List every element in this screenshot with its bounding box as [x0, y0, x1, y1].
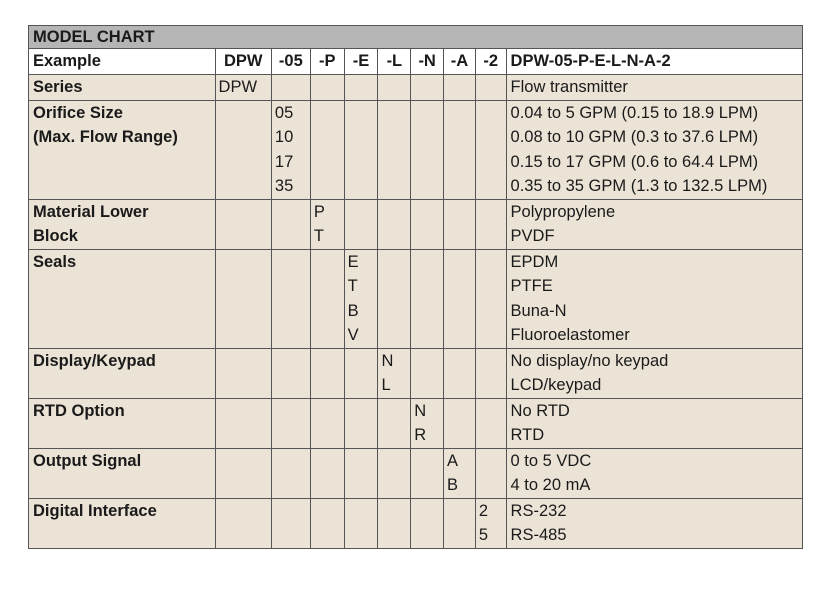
code-cell	[215, 398, 271, 448]
option-description	[506, 498, 802, 548]
code-cell	[344, 448, 378, 498]
code-cell	[475, 199, 506, 249]
option-label-line: Output Signal	[33, 451, 142, 470]
example-code: -05	[271, 49, 310, 75]
option-description-line: Fluoroelastomer	[510, 326, 630, 344]
code-cell	[215, 498, 271, 548]
option-row	[29, 249, 803, 348]
option-code: 35	[274, 177, 294, 195]
code-cell	[378, 249, 411, 348]
option-label-line: Series	[33, 78, 83, 96]
code-cell	[344, 348, 378, 398]
option-description-line: Flow transmitter	[510, 78, 628, 96]
code-cell	[215, 199, 271, 249]
code-cell	[475, 448, 506, 498]
option-description	[506, 75, 802, 101]
code-cell	[475, 100, 506, 199]
code-cell	[444, 249, 476, 348]
option-code: T	[347, 277, 358, 295]
option-label	[29, 448, 216, 498]
option-label	[29, 398, 216, 448]
code-cell	[310, 448, 344, 498]
option-code: 17	[274, 152, 294, 171]
option-description	[506, 199, 802, 249]
example-code: -N	[411, 49, 444, 75]
code-cell	[271, 100, 310, 199]
option-code: 10	[274, 128, 294, 146]
option-label	[29, 199, 216, 249]
example-code: -A	[444, 49, 476, 75]
code-cell	[444, 100, 476, 199]
code-cell	[271, 249, 310, 348]
code-cell	[271, 398, 310, 448]
code-cell	[310, 75, 344, 101]
code-cell	[378, 448, 411, 498]
option-description-line: 0.35 to 35 GPM (1.3 to 132.5 LPM)	[510, 177, 768, 195]
option-row	[29, 100, 803, 199]
option-label	[29, 75, 216, 101]
code-cell	[344, 398, 378, 448]
option-label-line: RTD Option	[33, 401, 125, 420]
code-cell	[271, 348, 310, 398]
code-cell	[271, 75, 310, 101]
code-cell	[444, 348, 476, 398]
code-cell	[271, 199, 310, 249]
option-code: 05	[274, 103, 294, 122]
option-label	[29, 348, 216, 398]
model-chart-table	[28, 25, 803, 549]
example-code: -P	[310, 49, 344, 75]
option-label-line: Orifice Size	[33, 103, 123, 122]
code-cell	[271, 498, 310, 548]
option-code: L	[381, 376, 391, 394]
code-cell	[344, 199, 378, 249]
code-cell	[444, 498, 476, 548]
code-cell	[411, 199, 444, 249]
option-description-line: PTFE	[510, 277, 553, 295]
code-cell	[475, 398, 506, 448]
code-cell	[310, 249, 344, 348]
option-description-line: 0.08 to 10 GPM (0.3 to 37.6 LPM)	[510, 128, 759, 146]
option-code: B	[347, 301, 359, 320]
option-label	[29, 498, 216, 548]
option-label-line: Block	[33, 227, 78, 245]
option-code: 5	[478, 526, 488, 544]
option-code: A	[447, 451, 459, 470]
option-row	[29, 348, 803, 398]
code-cell	[310, 398, 344, 448]
option-code: V	[347, 326, 359, 344]
code-cell	[444, 199, 476, 249]
code-cell	[378, 199, 411, 249]
code-cell	[271, 448, 310, 498]
code-cell	[344, 100, 378, 199]
option-code: R	[414, 426, 427, 444]
code-cell	[378, 498, 411, 548]
code-cell	[444, 398, 476, 448]
option-description-line: 0 to 5 VDC	[510, 451, 592, 470]
option-label-line: Display/Keypad	[33, 351, 156, 370]
example-code: -L	[378, 49, 411, 75]
example-label: Example	[29, 49, 216, 75]
code-cell	[378, 398, 411, 448]
option-description-line: PVDF	[510, 227, 555, 245]
example-row	[29, 49, 803, 75]
code-cell	[378, 75, 411, 101]
option-description-line: 4 to 20 mA	[510, 476, 591, 494]
option-label-line: Material Lower	[33, 202, 149, 221]
option-row	[29, 448, 803, 498]
chart-title: MODEL CHART	[29, 26, 803, 49]
option-description	[506, 398, 802, 448]
option-row	[29, 398, 803, 448]
option-code: E	[347, 252, 359, 271]
code-cell	[344, 498, 378, 548]
option-description-line: 0.15 to 17 GPM (0.6 to 64.4 LPM)	[510, 152, 759, 171]
code-cell	[444, 75, 476, 101]
option-description-line: RTD	[510, 426, 545, 444]
option-description	[506, 100, 802, 199]
code-cell	[475, 348, 506, 398]
option-code: DPW	[218, 78, 258, 96]
option-description-line: Polypropylene	[510, 202, 616, 221]
code-cell	[378, 348, 411, 398]
code-cell	[475, 75, 506, 101]
code-cell	[475, 249, 506, 348]
option-label-line: Digital Interface	[33, 501, 157, 520]
option-label	[29, 100, 216, 199]
option-row	[29, 498, 803, 548]
option-description-line: EPDM	[510, 252, 559, 271]
code-cell	[215, 100, 271, 199]
option-code: B	[447, 476, 459, 494]
code-cell	[215, 249, 271, 348]
code-cell	[215, 448, 271, 498]
option-description	[506, 249, 802, 348]
code-cell	[444, 448, 476, 498]
code-cell	[411, 398, 444, 448]
code-cell	[475, 498, 506, 548]
code-cell	[411, 348, 444, 398]
option-code: N	[381, 351, 394, 370]
code-cell	[411, 100, 444, 199]
option-description	[506, 348, 802, 398]
example-code: -2	[475, 49, 506, 75]
example-model-number: DPW-05-P-E-L-N-A-2	[506, 49, 802, 75]
example-code: DPW	[215, 49, 271, 75]
option-label-line: Seals	[33, 252, 77, 271]
option-code: P	[313, 202, 325, 221]
code-cell	[411, 498, 444, 548]
example-code: -E	[344, 49, 378, 75]
code-cell	[310, 498, 344, 548]
code-cell	[411, 75, 444, 101]
code-cell	[215, 75, 271, 101]
code-cell	[411, 249, 444, 348]
option-code: N	[414, 401, 427, 420]
option-label-line: (Max. Flow Range)	[33, 128, 178, 146]
code-cell	[215, 348, 271, 398]
option-label	[29, 249, 216, 348]
code-cell	[310, 348, 344, 398]
option-description-line: Buna-N	[510, 301, 567, 320]
option-row	[29, 75, 803, 101]
code-cell	[344, 75, 378, 101]
option-description-line: LCD/keypad	[510, 376, 602, 394]
option-description-line: No RTD	[510, 401, 570, 420]
option-row	[29, 199, 803, 249]
code-cell	[310, 100, 344, 199]
option-description-line: RS-485	[510, 526, 567, 544]
option-description-line: 0.04 to 5 GPM (0.15 to 18.9 LPM)	[510, 103, 759, 122]
option-description	[506, 448, 802, 498]
code-cell	[411, 448, 444, 498]
chart-title-row	[29, 26, 803, 49]
code-cell	[378, 100, 411, 199]
code-cell	[344, 249, 378, 348]
option-code: T	[313, 227, 324, 245]
code-cell	[310, 199, 344, 249]
option-code: 2	[478, 501, 488, 520]
option-description-line: RS-232	[510, 501, 567, 520]
option-description-line: No display/no keypad	[510, 351, 669, 370]
